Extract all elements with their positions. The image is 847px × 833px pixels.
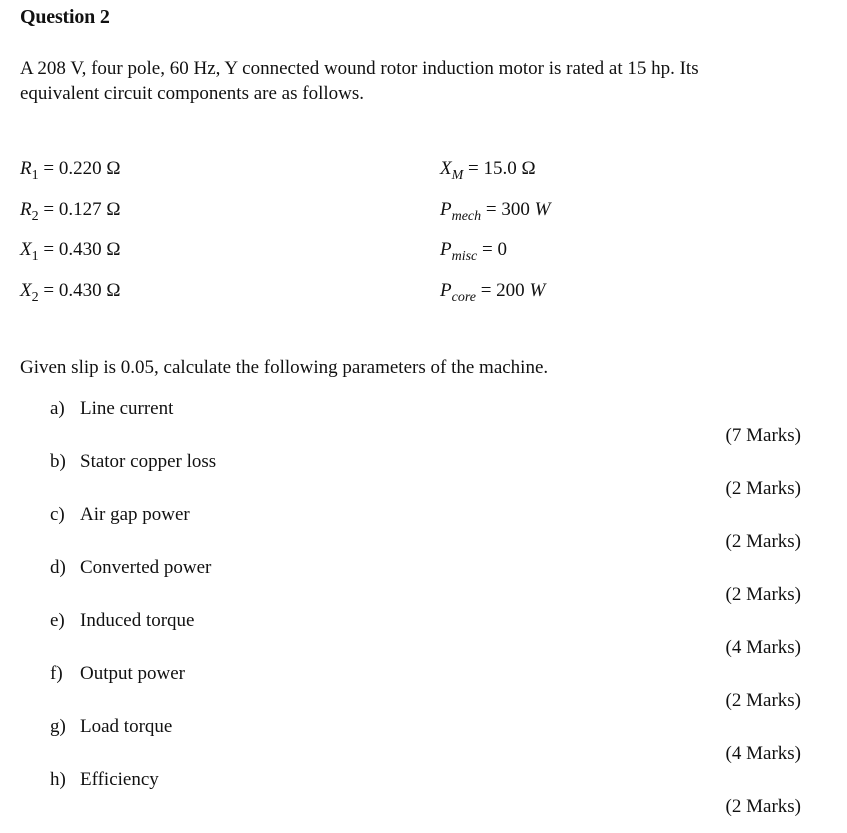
marks-c: (2 Marks) — [725, 531, 801, 552]
list-item-a: a) Line current — [50, 398, 174, 419]
param-r2: $R_2 = 0.127$ Ω — [20, 199, 121, 224]
marks-e: (4 Marks) — [725, 637, 801, 658]
param-pmech: $P_{mech} = 300$ W — [440, 199, 551, 224]
list-item-b: b) Stator copper loss — [50, 451, 217, 472]
intro-line-2: equivalent circuit components are as follows. — [20, 83, 365, 104]
marks-d: (2 Marks) — [725, 584, 801, 605]
param-pmisc: $P_{misc} = 0$ — [440, 239, 507, 264]
list-item-g: g) Load torque — [50, 716, 173, 737]
marks-g: (4 Marks) — [725, 743, 801, 764]
param-pcore: $P_{core} = 200$ W — [440, 280, 546, 305]
param-r1: $R_1 = 0.220$ Ω — [20, 158, 121, 183]
param-xm: $X_M = 15.0$ Ω — [440, 158, 536, 183]
given-slip-statement: Given slip is 0.05, calculate the following parameters of the machine. — [20, 357, 549, 378]
list-item-d: d) Converted power — [50, 557, 212, 578]
question-title: Question 2 — [20, 6, 110, 28]
list-item-f: f) Output power — [50, 663, 186, 684]
marks-b: (2 Marks) — [725, 478, 801, 499]
list-item-c: c) Air gap power — [50, 504, 190, 525]
marks-f: (2 Marks) — [725, 690, 801, 711]
param-x1: $X_1 = 0.430$ Ω — [20, 239, 121, 264]
marks-a: (7 Marks) — [725, 425, 801, 446]
marks-h: (2 Marks) — [725, 796, 801, 817]
intro-line-1: A 208 V, four pole, 60 Hz, Y connected wound rotor induction motor is rated at 15 hp. Its — [20, 58, 699, 79]
question-intro — [20, 56, 820, 106]
list-item-e: e) Induced torque — [50, 610, 195, 631]
param-x2: $X_2 = 0.430$ Ω — [20, 280, 121, 305]
list-item-h: h) Efficiency — [50, 769, 159, 790]
